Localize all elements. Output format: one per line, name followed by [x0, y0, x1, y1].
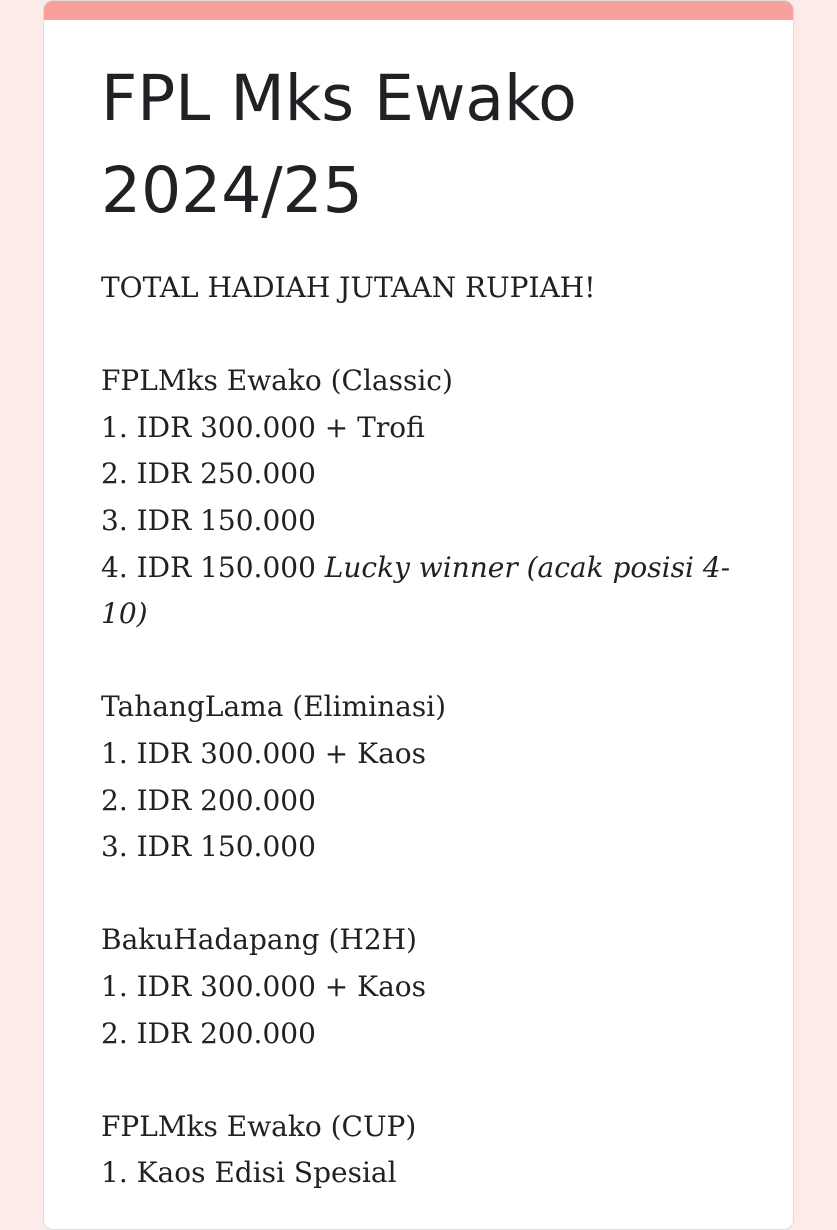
classic-prize-2: 2. IDR 250.000 — [101, 457, 316, 491]
classic-prize-4 — [101, 545, 741, 638]
form-accent-bar — [44, 1, 793, 20]
elimination-prize-1: 1. IDR 300.000 + Kaos — [101, 736, 426, 770]
classic-prize-4-note: Lucky winner (acak posisi 4-10) — [101, 550, 731, 631]
classic-prize-3: 3. IDR 150.000 — [101, 503, 316, 537]
form-description — [101, 265, 741, 1197]
h2h-prize-1: 1. IDR 300.000 + Kaos — [101, 969, 426, 1003]
classic-prize-1: 1. IDR 300.000 + Trofi — [101, 410, 425, 444]
elimination-heading: TahangLama (Eliminasi) — [101, 690, 447, 724]
form-title: FPL Mks Ewako 2024/25 — [101, 62, 577, 227]
prize-headline: TOTAL HADIAH JUTAAN RUPIAH! — [101, 271, 596, 304]
classic-prize-4-amount: 4. IDR 150.000 — [101, 550, 325, 584]
form-header-card — [43, 0, 794, 1230]
h2h-prize-2: 2. IDR 200.000 — [101, 1016, 316, 1050]
classic-heading: FPLMks Ewako (Classic) — [101, 364, 453, 398]
cup-prize-1: 1. Kaos Edisi Spesial — [101, 1156, 397, 1190]
elimination-prize-2: 2. IDR 200.000 — [101, 783, 316, 817]
cup-heading: FPLMks Ewako (CUP) — [101, 1109, 417, 1143]
elimination-prize-3: 3. IDR 150.000 — [101, 830, 316, 864]
h2h-heading: BakuHadapang (H2H) — [101, 923, 417, 957]
